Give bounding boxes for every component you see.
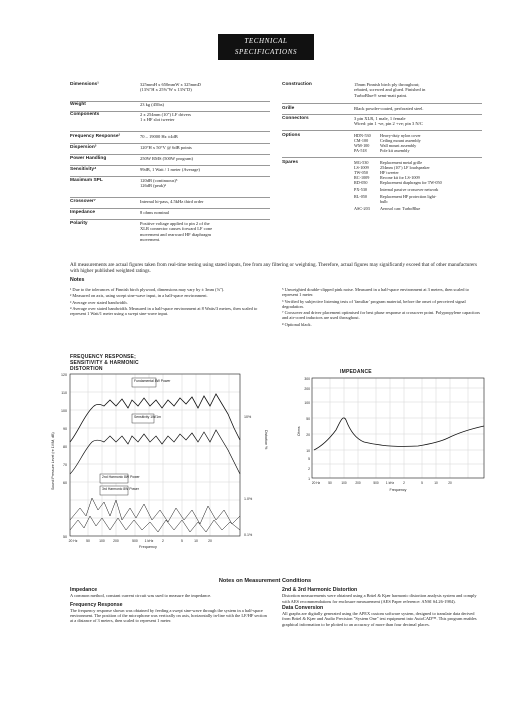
svg-text:0.1%: 0.1% — [244, 533, 253, 537]
svg-text:20 Hz: 20 Hz — [311, 481, 321, 485]
svg-text:500: 500 — [373, 481, 379, 485]
svg-text:100: 100 — [99, 539, 105, 543]
fr-2nd-harmonic-line — [70, 498, 240, 524]
fr-3rd-harmonic-line — [70, 516, 240, 532]
spec-row: Weight 23 kg (45lbs) — [70, 102, 270, 112]
svg-text:60: 60 — [63, 481, 67, 485]
svg-text:200: 200 — [113, 539, 119, 543]
imp-y-ticks — [304, 377, 310, 481]
svg-text:1.0%: 1.0% — [244, 497, 253, 501]
svg-text:50: 50 — [86, 539, 90, 543]
legend-3rd-harmonic-text: 3rd Harmonic 8W Power — [102, 487, 139, 491]
fr-chart-title: FREQUENCY RESPONSE; SENSITIVITY & HARMONIC DISTORTION — [70, 354, 139, 372]
spec-row: Grille Black powder-coated, perforated steel. — [282, 106, 482, 115]
svg-text:10: 10 — [306, 449, 310, 453]
legend-fundamental-text: Fundamental 8W Power — [134, 379, 171, 383]
conditions-right: 2nd & 3rd Harmonic Distortion Distortion measurements were obtained using a Brüel & Kjær harmonic distortion analysis system and comply with AES recommendations for enclosure measurement (AES Paper reference: ANSI S4.26-1984). Data Conversion All graphs are digitally generated using the APEX custom software system, designed to translate data derived from Brüel & Kjær and Audio Precision "System One" test equipment into AutoCAD™. This program enables graphical information to be plotted to an accuracy of more than four decimal places. — [282, 587, 477, 627]
conditions-title: Notes on Measurement Conditions — [218, 578, 312, 584]
fr-plot-frame — [70, 374, 240, 536]
fr-x-label: Frequency — [139, 545, 157, 549]
measurement-statement: All measurements are actual figures taken from real-time testing using stated inputs, free from any filtering or weighting. Therefore, actual figures may significantly exceed that of other manufacturers with higher published weighted ratings. — [70, 262, 477, 275]
spec-row: Dispersion³ 120°H x 50°V @ 6dB points — [70, 145, 270, 155]
legend-sensitivity-text: Sensitivity 1W/1m — [134, 415, 161, 419]
fr-y-ticks — [61, 373, 67, 539]
svg-text:90: 90 — [63, 427, 67, 431]
svg-text:10: 10 — [194, 539, 198, 543]
notes-title: Notes — [70, 277, 85, 283]
svg-text:50: 50 — [328, 481, 332, 485]
svg-text:2: 2 — [403, 481, 405, 485]
spec-row: Dimensions¹ 325mmH x 650mmW x 325mmD (13⅝"H x 25⅝"W x 13⅝"D) — [70, 82, 270, 102]
svg-text:120: 120 — [61, 373, 67, 377]
frequency-response-chart — [40, 370, 272, 550]
fr-right-ticks — [244, 415, 253, 537]
imp-grid — [312, 378, 484, 478]
svg-text:5: 5 — [308, 457, 310, 461]
spec-row: Sensitivity⁴ 99dB, 1 Watt / 1 meter (Average) — [70, 167, 270, 177]
svg-text:100: 100 — [61, 409, 67, 413]
notes-right: ⁵ Unweighted double-clipped pink noise. Measured in a half-space environment at 3 meters, then scaled to represent 1 meter. ⁶ Verified by subjective listening tests of 'familiar' program material, before the onset of perceived signal degradation. ⁷ Crossover and driver placement optimised for best phase response at crossover point. Polypropylene capacitors and air-cored inductors are used throughout. ⁸ Optional black. — [282, 287, 480, 327]
spec-row: Polarity Positive voltage applied to pin 2 of the XLR connector causes forward LF cone movement and rearward HF diaphragm movement. — [70, 221, 213, 243]
imp-y-label: Ohms — [297, 426, 301, 436]
svg-text:50: 50 — [306, 417, 310, 421]
impedance-chart-title: IMPEDANCE — [340, 369, 372, 375]
svg-text:20 Hz: 20 Hz — [68, 539, 78, 543]
legend-2nd-harmonic-text: 2nd Harmonic 8W Power — [102, 475, 140, 479]
svg-text:200: 200 — [304, 387, 310, 391]
spec-row: Impedance 8 ohms nominal — [70, 210, 270, 220]
svg-text:80: 80 — [63, 445, 67, 449]
fr-x-ticks — [69, 539, 212, 543]
spec-row: Spares MG-530 Replacement metal grille LS-1009 254mm (10") LF loudspeaker TW-050 HF tweeter RC-1009 Recone kit for LS-1009 RD-050 Replacement diaphragm for TW-050 PX-530 Internal passive crossover network RL-050 Replacement HF protection light-bulb ASC-203 Aerosol can: TurboBlue — [282, 160, 442, 211]
svg-text:1 kHz: 1 kHz — [385, 481, 395, 485]
svg-text:100: 100 — [304, 401, 310, 405]
spec-row: Maximum SPL 120dB (continuous)⁵ 126dB (peak)⁶ — [70, 178, 270, 198]
svg-text:500: 500 — [132, 539, 138, 543]
fr-right-label: Distortion % — [264, 430, 268, 450]
svg-text:20: 20 — [208, 539, 212, 543]
svg-text:1: 1 — [308, 477, 310, 481]
spec-row: Connectors 3 pin XLR, 1 male, 1 female Wired: pin 1 -ve, pin 2 +ve; pin 3 N/C — [282, 116, 482, 131]
svg-text:5: 5 — [181, 539, 183, 543]
spec-row: Options HDN-530 Heavy-duty nylon cover CM-100 Ceiling mount assembly WM-100 Wall mount assembly PA-518 Pole kit assembly — [282, 133, 482, 158]
svg-text:2: 2 — [308, 467, 310, 471]
fr-sensitivity-line — [70, 430, 240, 474]
conditions-left: Impedance A common method, constant current circuit was used to measure the impedance. Frequency Response The frequency response shown was obtained by feeding a swept sine-wave through the system in a half-space environment. The position of the microphone was vertically on axis, horizontally in-line with the LF/HF section at a distance of 3 meters, then scaled to represent 1 meter. — [70, 587, 267, 624]
imp-x-label: Frequency — [389, 488, 407, 492]
impedance-chart — [290, 374, 490, 500]
imp-x-ticks — [312, 481, 452, 485]
svg-text:20: 20 — [306, 433, 310, 437]
svg-text:50: 50 — [63, 535, 67, 539]
svg-text:1 kHz: 1 kHz — [144, 539, 154, 543]
svg-text:70: 70 — [63, 463, 67, 467]
spec-row: Power Handling 250W RMS (500W program) — [70, 156, 270, 166]
svg-text:300: 300 — [304, 377, 310, 381]
fr-y-label: Sound Pressure Level (re 1V/M, dB) — [51, 432, 55, 490]
spec-row: Construction 15mm Finnish birch ply throughout; rebated, screwed and glued. Finished in TurboBlue® semi-matt paint. — [282, 82, 482, 104]
svg-text:10: 10 — [434, 481, 438, 485]
svg-text:5: 5 — [421, 481, 423, 485]
svg-text:10%: 10% — [244, 415, 252, 419]
svg-text:110: 110 — [61, 391, 67, 395]
imp-plot-frame — [312, 378, 484, 478]
svg-text:2: 2 — [162, 539, 164, 543]
spec-row: Components 2 x 254mm (10") LF drivers 1 x HF slot tweeter — [70, 112, 270, 132]
fr-grid — [70, 374, 240, 536]
notes-left: ¹ Due to the tolerances of Finnish birch plywood, dimensions may vary by ± 3mm (⅛"). ² Measured on axis, using swept sine-wave input, in a half-space environment. ³ Average over stated bandwidth. ⁴ Average over stated bandwidth. Measured in a half-space environment at 8 Watts/3 metres, then scaled to represent 1 Watt/1 meter using a swept sine-wave input. — [70, 287, 258, 317]
svg-text:200: 200 — [355, 481, 361, 485]
spec-row: Frequency Response² 70 – 19000 Hz ±4dB — [70, 134, 270, 144]
spec-row: Crossover⁷ Internal hi-pass, 4.5kHz third order — [70, 199, 270, 209]
svg-text:100: 100 — [341, 481, 347, 485]
svg-text:20: 20 — [448, 481, 452, 485]
section-title: TECHNICAL SPECIFICATIONS — [218, 34, 314, 60]
